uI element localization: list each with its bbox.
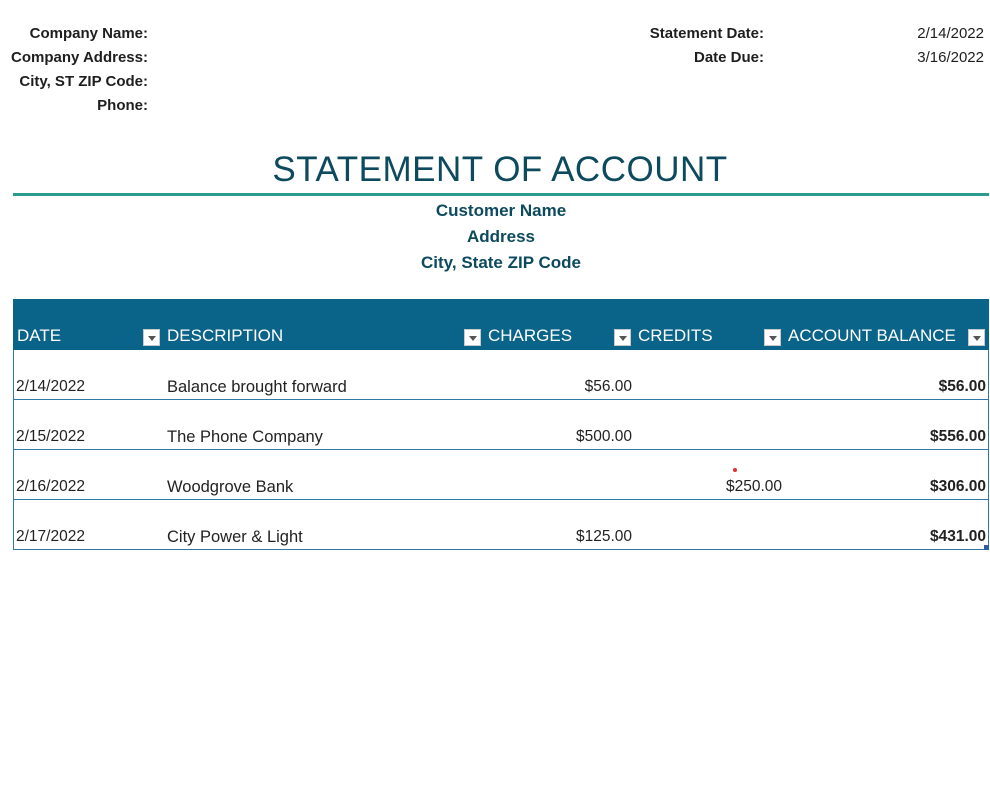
cell-comment-marker bbox=[733, 468, 737, 472]
cell-balance[interactable]: $306.00 bbox=[929, 478, 986, 495]
company-city-label: City, ST ZIP Code: bbox=[19, 73, 148, 90]
cell-description[interactable]: Balance brought forward bbox=[167, 378, 347, 396]
cell-balance[interactable]: $56.00 bbox=[938, 378, 986, 395]
cell-credits[interactable]: $250.00 bbox=[725, 478, 782, 495]
table-row[interactable] bbox=[13, 500, 989, 550]
header-date: DATE bbox=[17, 326, 62, 345]
description-filter-dropdown-icon[interactable] bbox=[464, 329, 481, 346]
company-address-label: Company Address: bbox=[11, 49, 148, 66]
table-row[interactable] bbox=[13, 400, 989, 450]
header-credits: CREDITS bbox=[638, 326, 713, 345]
table-row[interactable] bbox=[13, 450, 989, 500]
statement-table bbox=[13, 299, 989, 550]
header-description: DESCRIPTION bbox=[167, 326, 284, 345]
page-title: STATEMENT OF ACCOUNT bbox=[272, 150, 728, 189]
customer-city: City, State ZIP Code bbox=[421, 253, 581, 272]
statement-date-label: Statement Date: bbox=[649, 25, 764, 42]
date-filter-dropdown-icon[interactable] bbox=[143, 329, 160, 346]
company-name-label: Company Name: bbox=[29, 25, 148, 42]
charges-filter-dropdown-icon[interactable] bbox=[614, 329, 631, 346]
table-header bbox=[13, 299, 989, 350]
header-account-balance: ACCOUNT BALANCE bbox=[788, 326, 956, 345]
header-charges: CHARGES bbox=[488, 326, 573, 345]
cell-balance[interactable]: $556.00 bbox=[929, 428, 986, 445]
cell-charges[interactable]: $56.00 bbox=[584, 378, 632, 395]
company-phone-label: Phone: bbox=[97, 97, 148, 114]
table-resize-handle[interactable] bbox=[984, 545, 989, 550]
cell-charges[interactable]: $125.00 bbox=[575, 528, 632, 545]
credits-filter-dropdown-icon[interactable] bbox=[764, 329, 781, 346]
title-divider bbox=[13, 193, 989, 196]
customer-address: Address bbox=[466, 227, 536, 246]
table-row[interactable] bbox=[13, 350, 989, 400]
cell-date[interactable]: 2/14/2022 bbox=[16, 378, 85, 395]
date-due-value[interactable]: 3/16/2022 bbox=[917, 49, 984, 66]
cell-description[interactable]: The Phone Company bbox=[167, 428, 323, 446]
cell-date[interactable]: 2/17/2022 bbox=[16, 528, 85, 545]
balance-filter-dropdown-icon[interactable] bbox=[968, 329, 985, 346]
cell-date[interactable]: 2/16/2022 bbox=[16, 478, 85, 495]
cell-description[interactable]: Woodgrove Bank bbox=[167, 478, 294, 496]
cell-date[interactable]: 2/15/2022 bbox=[16, 428, 85, 445]
date-due-label: Date Due: bbox=[693, 49, 764, 66]
customer-name: Customer Name bbox=[435, 201, 567, 220]
statement-date-value[interactable]: 2/14/2022 bbox=[917, 25, 984, 42]
cell-description[interactable]: City Power & Light bbox=[167, 528, 303, 546]
cell-charges[interactable]: $500.00 bbox=[575, 428, 632, 445]
cell-balance[interactable]: $431.00 bbox=[929, 528, 986, 545]
